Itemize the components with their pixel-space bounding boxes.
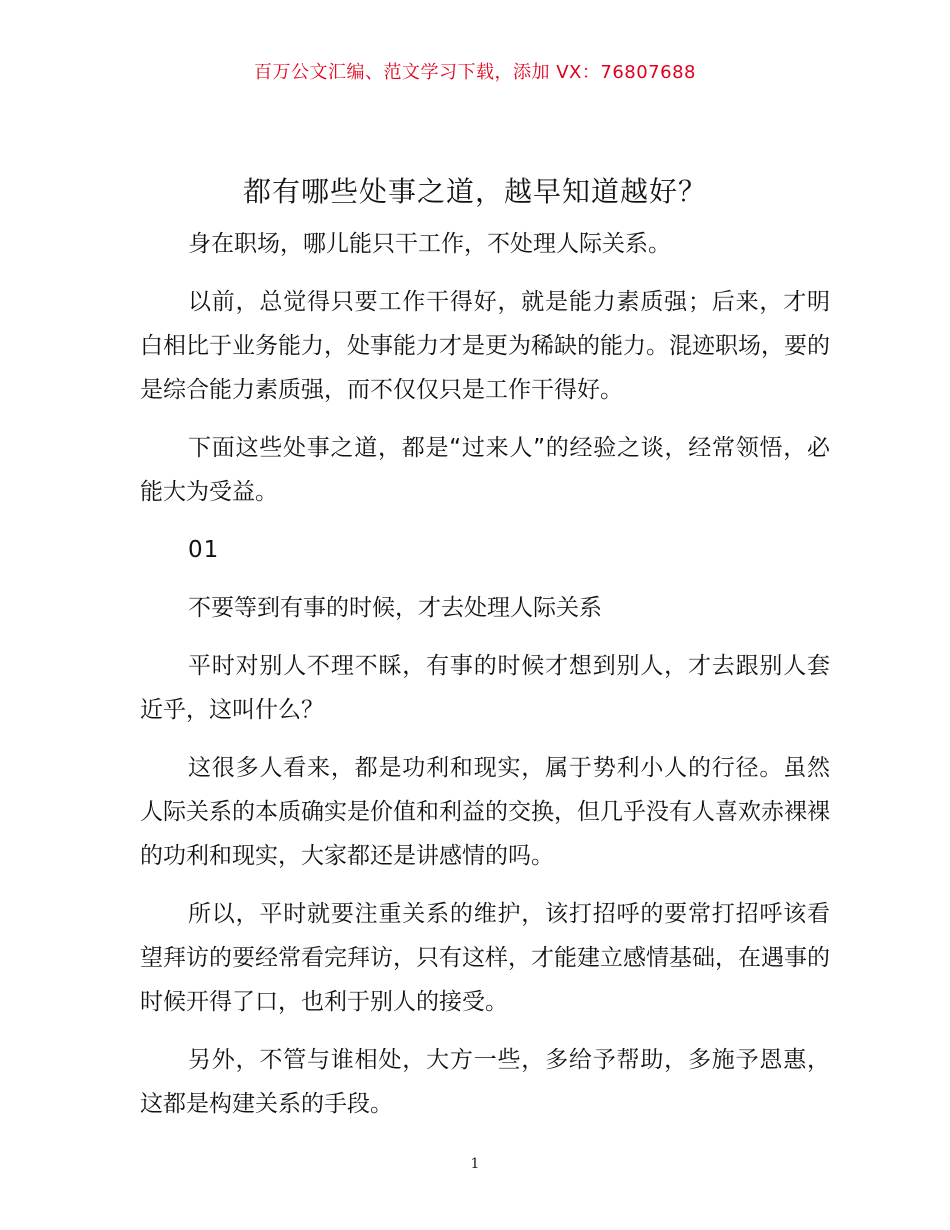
page-title: 都有哪些处事之道，越早知道越好？	[242, 175, 707, 208]
section-number: 01	[188, 537, 220, 563]
paragraph-generosity: 另外，不管与谁相处，大方一些，多给予帮助，多施予恩惠，这都是构建关系的手段。	[140, 1047, 830, 1117]
section-heading: 不要等到有事的时候，才去处理人际关系	[188, 595, 602, 621]
paragraph-intro: 身在职场，哪儿能只干工作，不处理人际关系。	[188, 231, 671, 257]
paragraph-ability: 以前，总觉得只要工作干得好，就是能力素质强；后来，才明白相比于业务能力，处事能力才是更为稀缺的能力。混迹职场，要的是综合能力素质强，而不仅仅只是工作干得好。	[140, 289, 830, 403]
page-number: 1	[470, 1156, 480, 1172]
document-body	[140, 222, 830, 1140]
paragraph-experience: 下面这些处事之道，都是“过来人”的经验之谈，经常领悟，必能大为受益。	[140, 435, 830, 505]
paragraph-question: 平时对别人不理不睬，有事的时候才想到别人，才去跟别人套近乎，这叫什么？	[140, 653, 830, 723]
paragraph-utilitarian: 这很多人看来，都是功利和现实，属于势利小人的行径。虽然人际关系的本质确实是价值和利益的交换，但几乎没有人喜欢赤裸裸的功利和现实，大家都还是讲感情的吗。	[140, 755, 830, 869]
paragraph-maintenance: 所以，平时就要注重关系的维护，该打招呼的要常打招呼该看望拜访的要经常看完拜访，只有这样，才能建立感情基础，在遇事的时候开得了口，也利于别人的接受。	[140, 901, 830, 1015]
header-banner: 百万公文汇编、范文学习下载，添加 VX：76807688	[254, 62, 696, 83]
